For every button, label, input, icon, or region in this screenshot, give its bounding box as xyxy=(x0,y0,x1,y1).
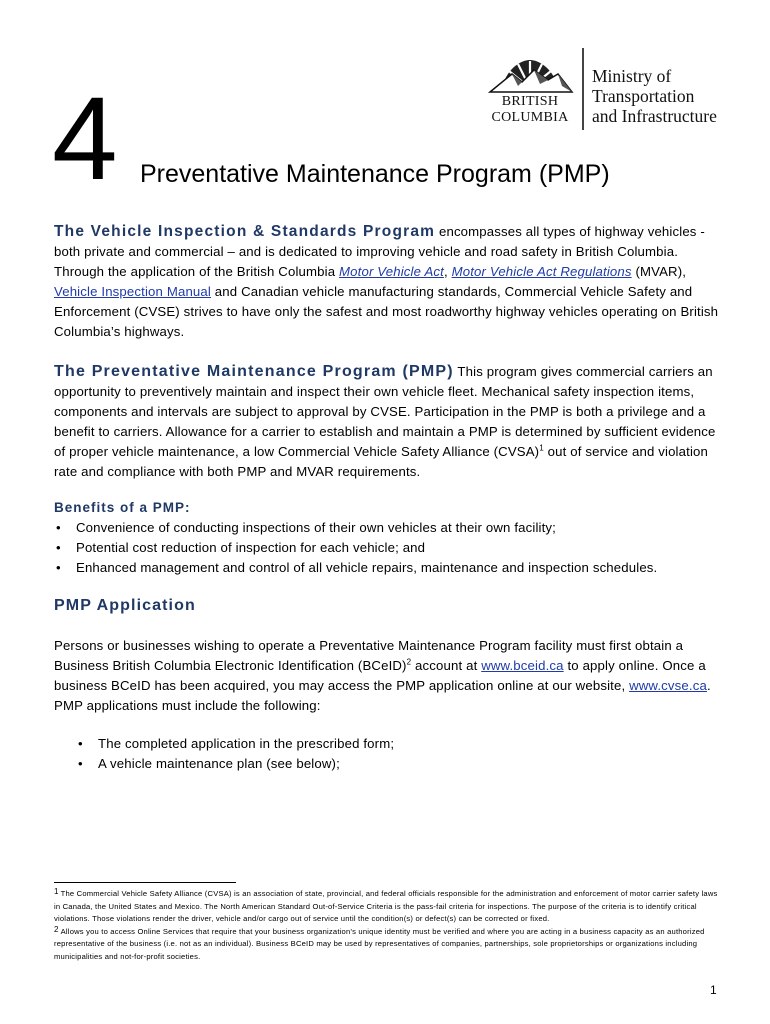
benefits-heading: Benefits of a PMP: xyxy=(54,500,191,515)
ministry-name xyxy=(592,66,717,126)
footnote-mark: 2 xyxy=(54,924,59,934)
footnote-divider xyxy=(54,882,236,883)
pmp-application-heading: PMP Application xyxy=(54,597,196,614)
pmp-text: This program gives commercial carriers an opportunity to preventively maintain and inspect their own vehicle fleet. Mechanical safety inspection items, components and intervals are subject to approval by CVSE. Participation in the PMP is both a privilege and a benefit to carriers. Allowance for a carrier to establish and maintain a PMP is determined by sufficient evidence of proper vehicle maintenance, a low Commercial Vehicle Safety Alliance (CVSA) xyxy=(54,364,716,459)
pmp-lead: The Preventative Maintenance Program (PMP) xyxy=(54,363,454,380)
header-divider xyxy=(582,48,584,130)
mvar-link[interactable]: Motor Vehicle Act Regulations xyxy=(451,264,632,279)
intro-text: encompasses all types of highway vehicles - both private and commercial – and is dedicated to improving vehicle and road safety in British Columbia. Through the application of the British Columbia xyxy=(54,224,705,279)
application-text-3: to apply online. Once a business BCeID has been acquired, you may access the PMP application online at our website, xyxy=(54,658,706,693)
application-requirements-list xyxy=(54,734,724,774)
application-text-2: account at xyxy=(411,658,482,673)
list-item: • Enhanced management and control of all vehicle repairs, maintenance and inspection schedules. xyxy=(54,558,724,578)
list-item: • A vehicle maintenance plan (see below); xyxy=(54,754,724,774)
vehicle-inspection-manual-link[interactable]: Vehicle Inspection Manual xyxy=(54,284,211,299)
ministry-line3: and Infrastructure xyxy=(592,106,717,126)
ministry-line1: Ministry of xyxy=(592,66,672,86)
pmp-paragraph xyxy=(54,362,724,482)
ministry-line2: Transportation xyxy=(592,86,695,106)
footnote-text: The Commercial Vehicle Safety Alliance (CVSA) is an association of state, provincial, and federal officials responsible for the administration and enforcement of motor carrier safety laws in Canada, the United States and Mexico. The North American Standard Out-of-Service Criteria is the pass-fail criteria for inspections. The purpose of the criteria is to identify critical violations. Those violations render the driver, vehicle and/or cargo out of service until the condition(s) or defect(s) can be corrected or fixed. xyxy=(54,889,718,923)
benefits-list xyxy=(54,518,724,578)
intro-paragraph xyxy=(54,222,724,342)
list-item: • Potential cost reduction of inspection for each vehicle; and xyxy=(54,538,724,558)
pmp-text-2: out of service and violation rate and compliance with both PMP and MVAR requirements. xyxy=(54,444,708,479)
footnote-ref-1[interactable]: 1 xyxy=(539,443,544,453)
application-paragraph xyxy=(54,636,724,716)
motor-vehicle-act-link[interactable]: Motor Vehicle Act xyxy=(339,264,444,279)
application-text-4: . PMP applications must include the following: xyxy=(54,678,711,713)
cvse-link[interactable]: www.cvse.ca xyxy=(629,678,707,693)
chapter-title: Preventative Maintenance Program (PMP) xyxy=(140,160,610,188)
main-content xyxy=(54,222,724,774)
list-item: • Convenience of conducting inspections of their own vehicles at their own facility; xyxy=(54,518,724,538)
footnote-mark: 1 xyxy=(54,887,59,896)
footnote-2 xyxy=(54,926,720,964)
intro-lead: The Vehicle Inspection & Standards Program xyxy=(54,223,436,240)
list-item: • The completed application in the prescribed form; xyxy=(54,734,724,754)
footnote-1 xyxy=(54,888,720,926)
page-number: 1 xyxy=(710,983,717,997)
intro-separator: , xyxy=(443,264,452,279)
intro-text-2: (MVAR), xyxy=(631,264,687,279)
province-name-line2: COLUMBIA xyxy=(491,110,569,125)
footnote-text: Allows you to access Online Services that require that your business organization’s unique identity must be verified and where you are acting in a business capacity as an authorized representative of the business (i.e. not as an individual). Business BCeID may be used by representatives of companies, partnerships, sole proprietorships or organizations including municipalities and not-for-profit societies. xyxy=(54,926,705,961)
footnotes xyxy=(54,888,720,963)
intro-text-3: and Canadian vehicle manufacturing standards, Commercial Vehicle Safety and Enforcement (CVSE) strives to have only the safest and most roadworthy highway vehicles operating on British Columbia’s highways. xyxy=(54,284,719,339)
application-text: Persons or businesses wishing to operate a Preventative Maintenance Program facility must first obtain a Business British Columbia Electronic Identification (BCeID) xyxy=(54,638,684,673)
province-name-line1: BRITISH xyxy=(501,94,559,109)
chapter-number: 4 xyxy=(52,73,118,205)
bceid-link[interactable]: www.bceid.ca xyxy=(481,658,564,673)
footnote-ref-2[interactable]: 2 xyxy=(406,657,412,667)
